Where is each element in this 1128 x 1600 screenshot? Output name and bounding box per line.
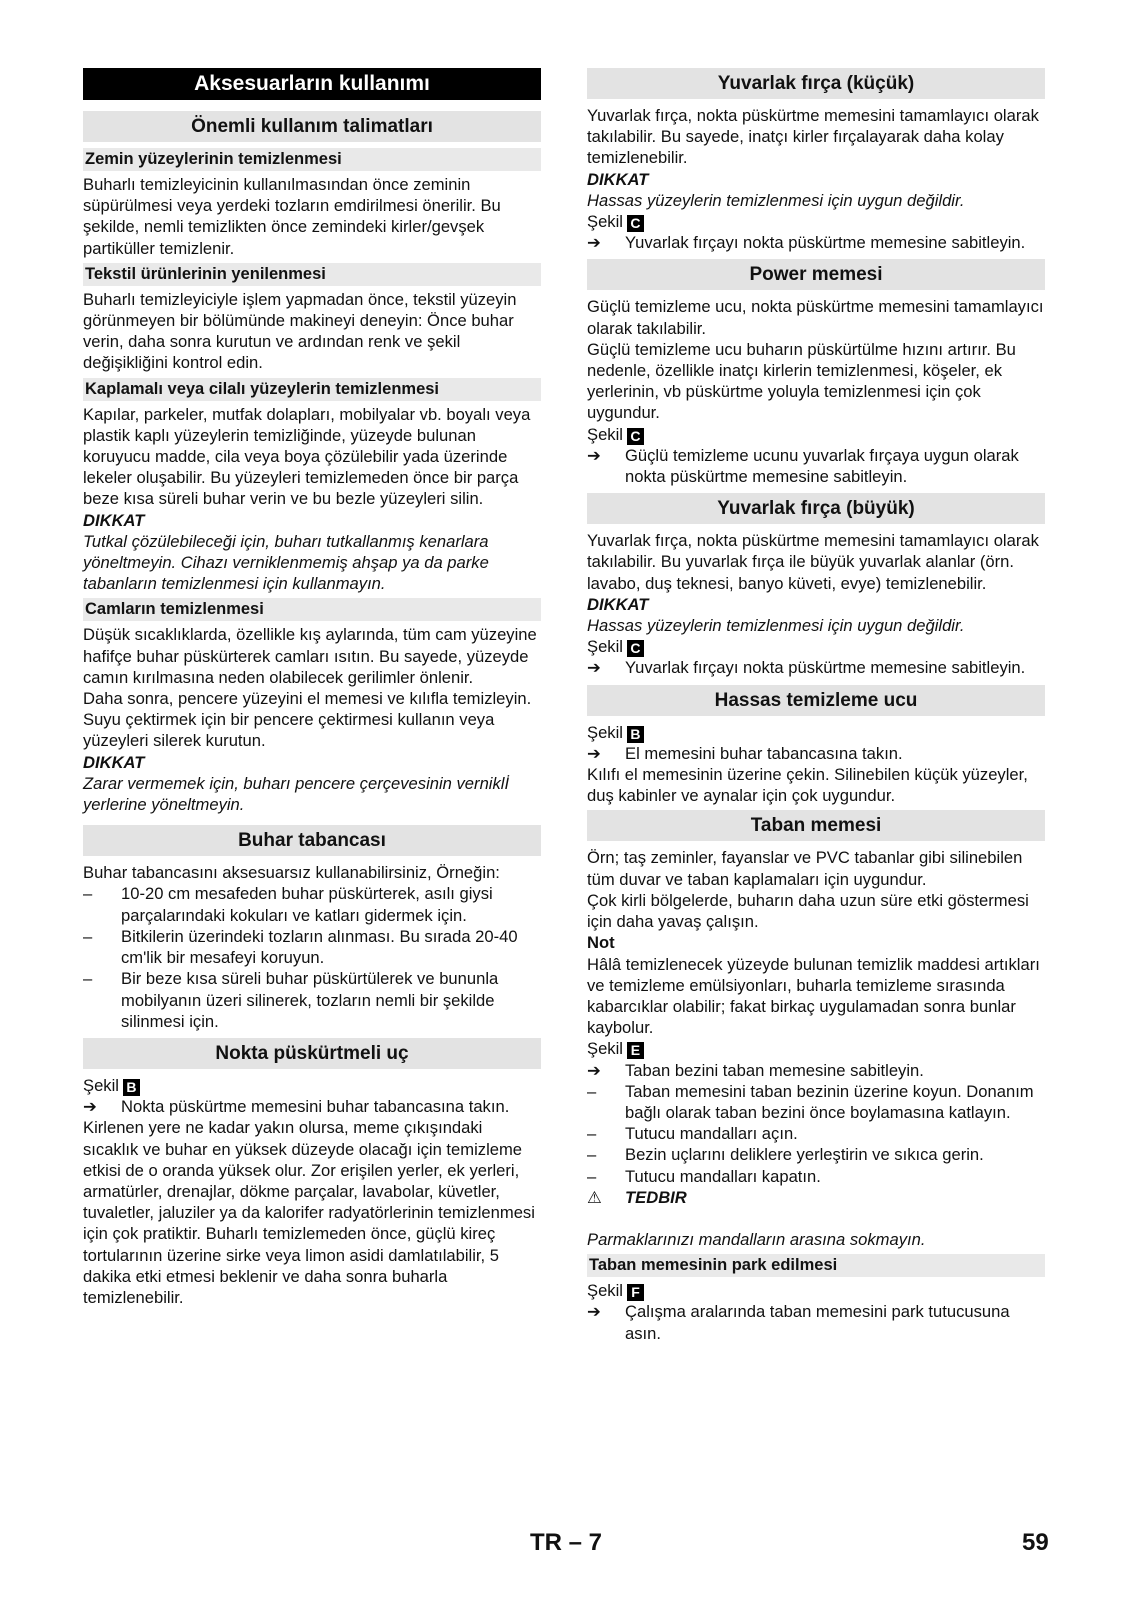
- warning-label: DIKKAT: [587, 594, 649, 614]
- page-title: Aksesuarların kullanımı: [83, 68, 541, 100]
- list-item: – Bitkilerin üzerindeki tozların alınması. Bu sırada 20-40 cm'lik bir mesafeyi koruyun.: [83, 926, 518, 968]
- warning-label: DIKKAT: [83, 752, 145, 772]
- figure-reference: Şekil C: [587, 636, 1045, 657]
- figure-reference: Şekil E: [587, 1038, 1045, 1059]
- figure-reference: Şekil C: [587, 211, 1045, 232]
- paragraph-windows-2: Daha sonra, pencere yüzeyini el memesi ve kılıfla temizleyin. Suyu çektirmek için bir pencere çektirmesi kullanın veya yüzeyleri silerek kurutun.: [83, 689, 532, 751]
- dash-marker: –: [587, 1124, 597, 1144]
- caution-text: Parmaklarınızı mandalların arasına sokmayın.: [587, 1229, 926, 1249]
- dash-marker: –: [587, 1166, 597, 1186]
- arrow-right-icon: ➔: [587, 445, 601, 465]
- warning-label: DIKKAT: [587, 169, 649, 189]
- figure-letter-badge: C: [627, 215, 644, 232]
- section-heading-important: Önemli kullanım talimatları: [83, 111, 541, 142]
- footer-section-label: TR – 7: [530, 1529, 603, 1556]
- paragraph-brush-large: Yuvarlak fırça, nokta püskürtme memesini tamamlayıcı olarak takılabilir. Bu yuvarlak fırça ile büyük yuvarlak alanlar (örn. lavabo, duş teknesi, banyo küveti, evye) temizlenebilir.: [587, 531, 1039, 593]
- step-item: ➔ El memesini buhar tabancasına takın.: [587, 743, 903, 763]
- warning-text: Zarar vermemek için, buharı pencere çerçevesinin verniklİ yerlerine yöneltmeyin.: [83, 773, 510, 815]
- subheading-textile: Tekstil ürünlerinin yenilenmesi: [83, 263, 541, 286]
- list-item: – Bezin uçlarını deliklere yerleştirin ve sıkıca gerin.: [587, 1145, 984, 1165]
- caution-row: ⚠ TEDBIR: [587, 1187, 687, 1207]
- warning-label: DIKKAT: [83, 510, 145, 530]
- subheading-park: Taban memesinin park edilmesi: [587, 1254, 1045, 1277]
- paragraph-spot-nozzle: Kirlenen yere ne kadar yakın olursa, meme çıkışındaki sıcaklık ve buhar en yüksek düzeyde olacağı için temizleme etkisi de o oranda yüksek olur. Zor erişilen yerler, ek yerleri, armatürler, drenajlar, dökme parçalar, lavabolar, küvetler, tuvaletler, jaluziler ya da kalorifer radyatörlerinin temizlenmesi için çok pratiktir. Buharlı temizlemeden önce, güçlü kireç tortularının üzerine sirke veya limon asidi damlatılabilir, 5 dakika etki etmesi beklenir ve daha sonra buharla temizlenebilir.: [83, 1118, 535, 1307]
- left-column: [83, 68, 541, 1312]
- figure-letter-badge: B: [627, 726, 644, 743]
- figure-reference: Şekil B: [587, 722, 1045, 743]
- list-item: – Bir beze kısa süreli buhar püskürtülerek ve bununla mobilyanın üzeri silinerek, tozların nemli bir şekilde silinmesi için.: [83, 969, 499, 1031]
- arrow-right-icon: ➔: [587, 743, 601, 763]
- figure-reference: Şekil C: [587, 424, 1045, 445]
- dash-marker: –: [587, 1145, 597, 1165]
- section-heading-detail-nozzle: Hassas temizleme ucu: [587, 685, 1045, 716]
- warning-triangle-icon: ⚠: [587, 1187, 602, 1207]
- paragraph-windows-1: Düşük sıcaklıklarda, özellikle kış aylarında, tüm cam yüzeyine hafifçe buhar püskürterek camları ısıtın. Bu sayede, yüzeyde camın kırılmasına neden olabilecek gerilimler önlenir.: [83, 625, 537, 687]
- paragraph-textile: Buharlı temizleyiciyle işlem yapmadan önce, tekstil yüzeyin görünmeyen bir bölümünde makineyi deneyin: Önce buhar verin, daha sonra kurutun ve ardından renk ve şekil değişikliğini kontrol edin.: [83, 289, 517, 373]
- page-number: 59: [1022, 1529, 1049, 1556]
- right-column: [587, 68, 1045, 1344]
- dash-marker: –: [587, 1081, 597, 1101]
- figure-letter-badge: B: [123, 1079, 140, 1096]
- warning-text: Hassas yüzeylerin temizlenmesi için uygun değildir.: [587, 190, 965, 210]
- subheading-coated: Kaplamalı veya cilalı yüzeylerin temizlenmesi: [83, 378, 541, 401]
- paragraph-steam-gun: Buhar tabancasını aksesuarsız kullanabilirsiniz, Örneğin:: [83, 863, 500, 883]
- section-heading-brush-small: Yuvarlak fırça (küçük): [587, 68, 1045, 99]
- paragraph-coated: Kapılar, parkeler, mutfak dolapları, mobilyalar vb. boyalı veya plastik kaplı yüzeylerin temizliğinde, yüzeyde bulunan koruyucu madde, cila veya boya çözülebilir yada üzerinde lekeler oluşabilir. Bu yüzeyleri temizlemeden önce bir parça beze kısa süreli buhar verin ve bu bezle yüzeyleri silin.: [83, 404, 531, 509]
- arrow-right-icon: ➔: [587, 1302, 601, 1322]
- section-heading-floor-nozzle: Taban memesi: [587, 810, 1045, 841]
- paragraph-floor-nozzle-2: Çok kirli bölgelerde, buharın daha uzun süre etki göstermesi için daha yavaş çalışın.: [587, 890, 1029, 932]
- note-text: Hâlâ temizlenecek yüzeyde bulunan temizlik maddesi artıkları ve temizleme emülsiyonları, buharla temizleme sırasında kabarcıklar olabilir; fakat birkaç uygulamadan sonra bunlar kaybolur.: [587, 954, 1040, 1038]
- section-heading-spot-nozzle: Nokta püskürtmeli uç: [83, 1038, 541, 1069]
- list-item: – Taban memesini taban bezinin üzerine koyun. Donanım bağlı olarak taban bezini önce boylamasına katlayın.: [587, 1081, 1034, 1122]
- paragraph-power-2: Güçlü temizleme ucu buharın püskürtülme hızını artırır. Bu nedenle, özellikle inatçı kirlerin temizlenmesi, köşeler, ek yerlerinin, vb püskürtme yoluyla temizlenmesi için çok uygundur.: [587, 339, 1016, 423]
- paragraph-floor: Buharlı temizleyicinin kullanılmasından önce zeminin süpürülmesi veya yerdeki tozların emdirilmesi önerilir. Bu şekilde, nemli temizlikten önce zemindeki kirler/gevşek partiküller temizlenir.: [83, 175, 501, 258]
- paragraph-power-1: Güçlü temizleme ucu, nokta püskürtme memesini tamamlayıcı olarak takılabilir.: [587, 297, 1044, 338]
- figure-letter-badge: F: [627, 1284, 644, 1301]
- arrow-right-icon: ➔: [587, 233, 601, 253]
- figure-reference: Şekil F: [587, 1280, 1045, 1301]
- list-item: – 10-20 cm mesafeden buhar püskürterek, asılı giysi parçalarındaki kokuları ve katları gidermek için.: [83, 884, 493, 925]
- paragraph-detail-nozzle: Kılıfı el memesinin üzerine çekin. Silinebilen küçük yüzeyler, duş kabinler ve aynalar için çok uygundur.: [587, 765, 1028, 806]
- section-heading-power-nozzle: Power memesi: [587, 259, 1045, 290]
- section-heading-steam-gun: Buhar tabancası: [83, 825, 541, 856]
- note-label: Not: [587, 933, 615, 953]
- dash-marker: –: [83, 926, 93, 946]
- arrow-right-icon: ➔: [587, 658, 601, 678]
- paragraph-floor-nozzle-1: Örn; taş zeminler, fayanslar ve PVC tabanlar gibi silinebilen tüm duvar ve taban kaplamaları için uygundur.: [587, 848, 1023, 889]
- dash-marker: –: [83, 969, 93, 989]
- arrow-right-icon: ➔: [83, 1097, 97, 1117]
- arrow-right-icon: ➔: [587, 1060, 601, 1080]
- paragraph-brush-small: Yuvarlak fırça, nokta püskürtme memesini tamamlayıcı olarak takılabilir. Bu sayede, inatçı kirler fırçalayarak daha kolay temizlenebilir.: [587, 106, 1039, 168]
- step-item: ➔ Çalışma aralarında taban memesini park tutucusuna asın.: [587, 1302, 1010, 1343]
- figure-letter-badge: C: [627, 428, 644, 445]
- step-item: ➔ Nokta püskürtme memesini buhar tabancasına takın.: [83, 1097, 510, 1117]
- step-item: ➔ Yuvarlak fırçayı nokta püskürtme memesine sabitleyin.: [587, 233, 1026, 253]
- subheading-windows: Camların temizlenmesi: [83, 598, 541, 621]
- list-item: – Tutucu mandalları kapatın.: [587, 1166, 821, 1186]
- step-item: ➔ Güçlü temizleme ucunu yuvarlak fırçaya uygun olarak nokta püskürtme memesine sabitleyin.: [587, 445, 1019, 487]
- dash-marker: –: [83, 884, 93, 904]
- section-heading-brush-large: Yuvarlak fırça (büyük): [587, 493, 1045, 524]
- warning-text: Tutkal çözülebileceği için, buharı tutkallanmış kenarlara yöneltmeyin. Cihazı verniklenmemiş ahşap ya da parke tabanların temizlenmesi için kullanmayın.: [83, 531, 489, 594]
- figure-letter-badge: E: [627, 1042, 644, 1059]
- step-item: ➔ Yuvarlak fırçayı nokta püskürtme memesine sabitleyin.: [587, 658, 1026, 678]
- figure-letter-badge: C: [627, 640, 644, 657]
- figure-reference: Şekil B: [83, 1075, 541, 1096]
- subheading-floor: Zemin yüzeylerinin temizlenmesi: [83, 148, 541, 171]
- list-item: – Tutucu mandalları açın.: [587, 1124, 798, 1144]
- step-item: ➔ Taban bezini taban memesine sabitleyin.: [587, 1060, 924, 1080]
- warning-text: Hassas yüzeylerin temizlenmesi için uygun değildir.: [587, 616, 965, 636]
